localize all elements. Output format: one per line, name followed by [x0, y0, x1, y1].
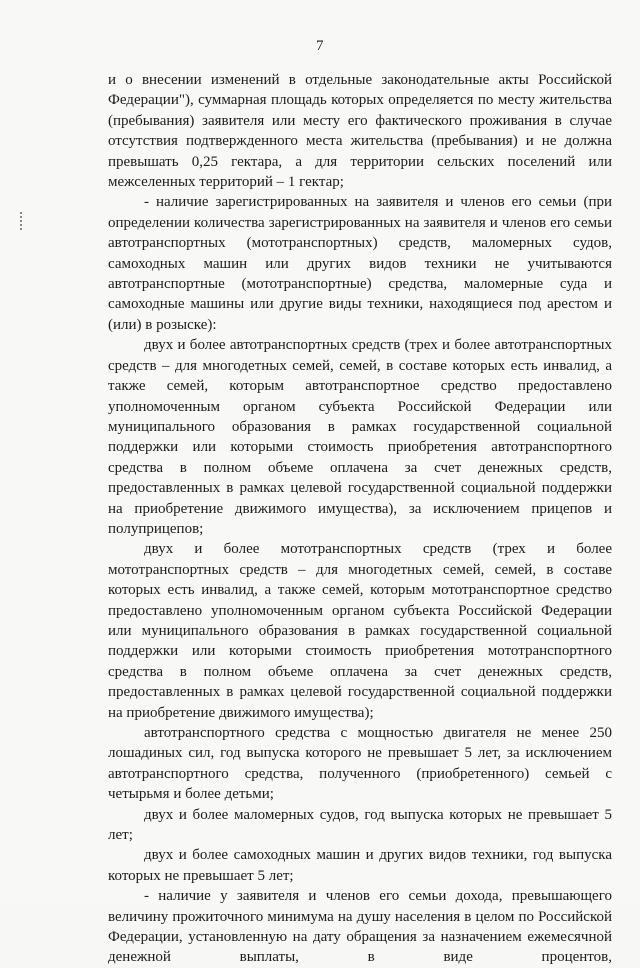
paragraph: - наличие зарегистрированных на заявителя и членов его семьи (при определении количества зарегистрированных на заявителя и членов его семьи автотранспортных (мототранспортных) средств, маломерных судов, самоходных машин или других видов техники не учитываются автотранспортные (мототранспортные) средства, маломерные суда и самоходные машины или другие виды техники, находящиеся под арестом и (или) в розыске): [108, 194, 612, 333]
paragraph: - наличие у заявителя и членов его семьи дохода, превышающего величину прожиточного минимума на душу населения в целом по Российской Федерации, установленную на дату обращения за назначением ежемесячной денежной выплаты, в виде процентов, [108, 888, 612, 966]
paragraph: и о внесении изменений в отдельные законодательные акты Российской Федерации"), суммарная площадь которых определяется по месту жительства (пребывания) заявителя или месту его фактического проживания в случае отсутствия подтвержденного места жительства (пребывания) и не должна превышать 0,25 гектара, а для территории сельских поселений или межселенных территорий – 1 гектар; [108, 72, 612, 191]
paragraph: автотранспортного средства с мощностью двигателя не менее 250 лошадиных сил, год выпуска которого не превышает 5 лет, за исключением автотранспортного средства, полученного (приобретенного) семьей с четырьмя и более детьми; [108, 725, 612, 803]
paragraph: двух и более самоходных машин и других видов техники, год выпуска которых не превышает 5 лет; [108, 847, 612, 884]
paragraph: двух и более маломерных судов, год выпуска которых не превышает 5 лет; [108, 806, 612, 844]
scan-artifact [20, 212, 25, 230]
body-text [108, 70, 612, 968]
paragraph: двух и более автотранспортных средств (трех и более автотранспортных средств – для многодетных семей, семей, в составе которых есть инвалид, а также семей, которым автотранспортное средство предоставлено уполномоченным органом субъекта Российской Федерации или муниципального образования в рамках государственной социальной поддержки или которыми стоимость приобретения автотранспортного средства в полном объеме оплачена за счет денежных средств, предоставленных в рамках целевой государственной социальной поддержки на приобретение движимого имущества), за исключением прицепов и полуприцепов; [108, 337, 612, 537]
page-number: 7 [316, 38, 324, 54]
paragraph: двух и более мототранспортных средств (трех и более мототранспортных средств – для многодетных семей, семей, в составе которых есть инвалид, а также семей, которым мототранспортное средство предоставлено уполномоченным органом субъекта Российской Федерации или муниципального образования в рамках государственной социальной поддержки или которыми стоимость приобретения мототранспортного средства в полном объеме оплачена за счет денежных средств, предоставленных в рамках целевой государственной социальной поддержки на приобретение движимого имущества); [108, 541, 612, 721]
